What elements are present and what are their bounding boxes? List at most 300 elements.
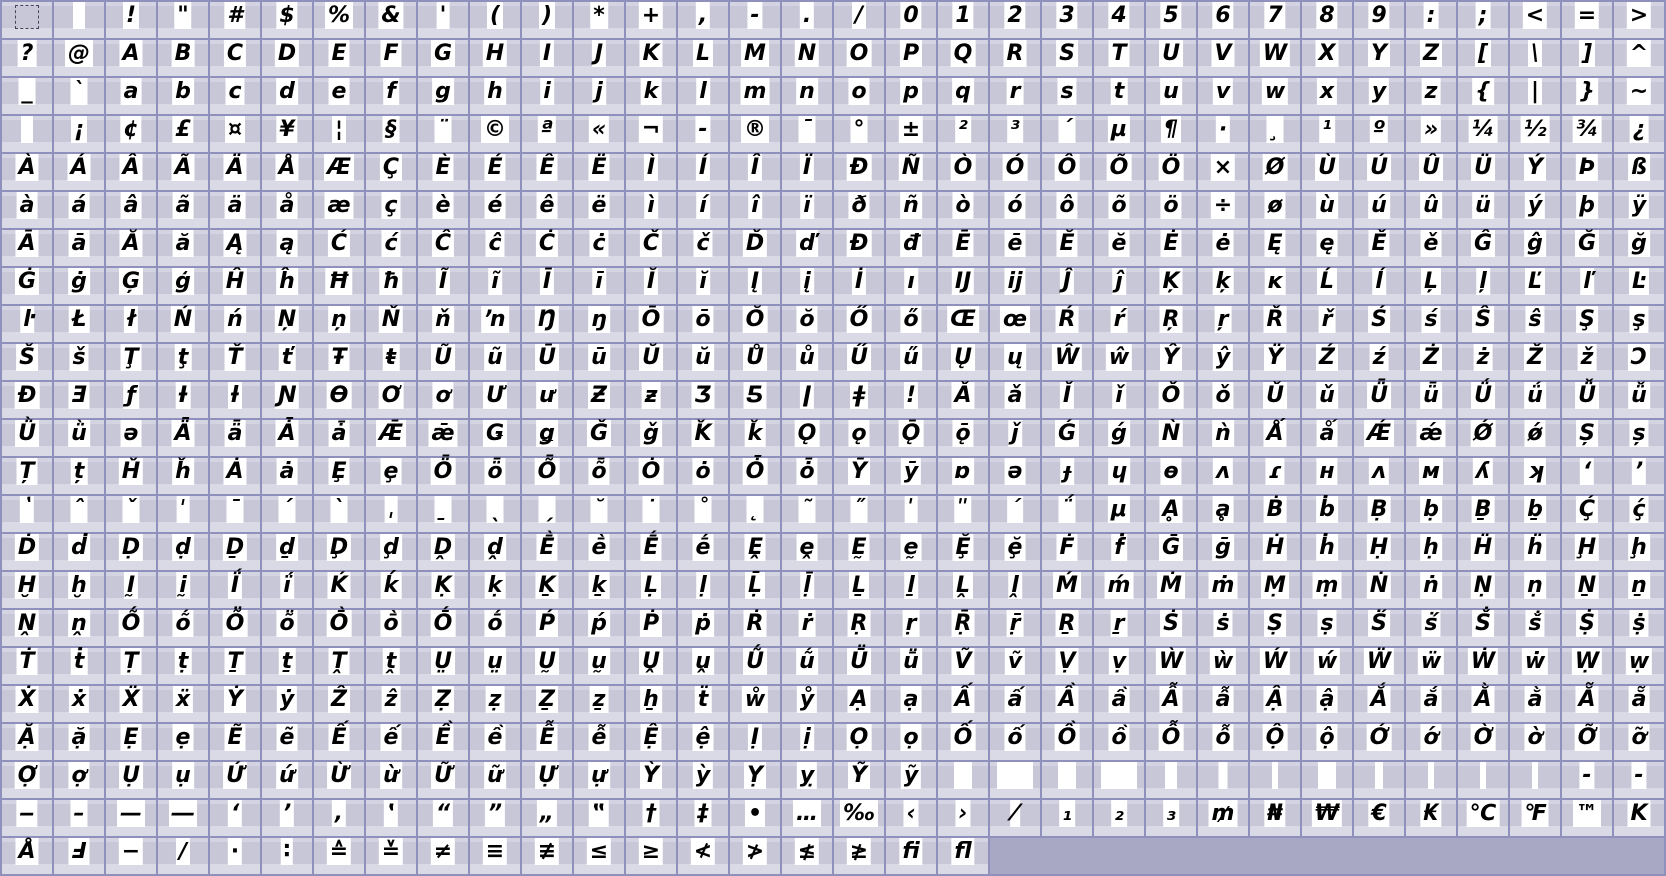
glyph-cell[interactable] [1562, 610, 1612, 646]
glyph-cell[interactable] [1042, 192, 1092, 228]
glyph-cell[interactable] [262, 78, 312, 114]
glyph-cell[interactable] [1458, 648, 1508, 684]
glyph-cell[interactable] [782, 724, 832, 760]
glyph-cell[interactable] [1198, 40, 1248, 76]
glyph-cell[interactable] [1354, 230, 1404, 266]
glyph-cell[interactable] [262, 762, 312, 798]
glyph-cell[interactable] [522, 192, 572, 228]
glyph-cell[interactable] [418, 458, 468, 494]
glyph-cell[interactable] [730, 496, 780, 532]
glyph-cell[interactable] [574, 116, 624, 152]
glyph-cell[interactable] [366, 838, 416, 874]
glyph-cell[interactable] [158, 800, 208, 836]
glyph-cell[interactable] [1302, 458, 1352, 494]
glyph-cell[interactable] [938, 800, 988, 836]
glyph-cell[interactable] [626, 648, 676, 684]
glyph-cell[interactable] [678, 610, 728, 646]
glyph-cell[interactable] [522, 496, 572, 532]
glyph-cell[interactable] [1094, 116, 1144, 152]
glyph-cell[interactable] [1094, 230, 1144, 266]
glyph-cell[interactable] [54, 572, 104, 608]
glyph-cell[interactable] [574, 78, 624, 114]
glyph-cell[interactable] [1562, 192, 1612, 228]
glyph-cell[interactable] [2, 40, 52, 76]
glyph-cell[interactable] [1406, 800, 1456, 836]
glyph-cell[interactable] [314, 78, 364, 114]
glyph-cell[interactable] [834, 762, 884, 798]
glyph-cell[interactable] [366, 686, 416, 722]
glyph-cell[interactable] [938, 724, 988, 760]
glyph-cell[interactable] [262, 116, 312, 152]
glyph-cell[interactable] [730, 192, 780, 228]
glyph-cell[interactable] [418, 534, 468, 570]
glyph-cell[interactable] [1250, 344, 1300, 380]
glyph-cell[interactable] [2, 534, 52, 570]
glyph-cell[interactable] [886, 116, 936, 152]
glyph-cell[interactable] [834, 306, 884, 342]
glyph-cell[interactable] [938, 230, 988, 266]
glyph-cell[interactable] [1302, 382, 1352, 418]
glyph-cell[interactable] [678, 420, 728, 456]
glyph-cell[interactable] [990, 572, 1040, 608]
glyph-cell[interactable] [1562, 116, 1612, 152]
glyph-cell[interactable] [730, 648, 780, 684]
glyph-cell[interactable] [470, 230, 520, 266]
glyph-cell[interactable] [834, 838, 884, 874]
glyph-cell[interactable] [1302, 116, 1352, 152]
glyph-cell[interactable] [782, 420, 832, 456]
glyph-cell[interactable] [314, 154, 364, 190]
glyph-cell[interactable] [1458, 610, 1508, 646]
glyph-cell[interactable] [54, 382, 104, 418]
glyph-cell[interactable] [1458, 78, 1508, 114]
glyph-cell[interactable] [678, 2, 728, 38]
glyph-cell[interactable] [782, 154, 832, 190]
glyph-cell[interactable] [418, 610, 468, 646]
glyph-cell[interactable] [1146, 192, 1196, 228]
glyph-cell[interactable] [1458, 192, 1508, 228]
glyph-cell[interactable] [1354, 116, 1404, 152]
glyph-cell[interactable] [834, 344, 884, 380]
glyph-cell[interactable] [782, 458, 832, 494]
glyph-cell[interactable] [730, 154, 780, 190]
glyph-cell[interactable] [834, 648, 884, 684]
glyph-cell[interactable] [1042, 572, 1092, 608]
glyph-cell[interactable] [886, 496, 936, 532]
glyph-cell[interactable] [1458, 40, 1508, 76]
glyph-cell[interactable] [938, 534, 988, 570]
glyph-cell[interactable] [1458, 344, 1508, 380]
glyph-cell[interactable] [1094, 382, 1144, 418]
glyph-cell[interactable] [1146, 724, 1196, 760]
glyph-cell[interactable] [1302, 2, 1352, 38]
glyph-cell[interactable] [470, 382, 520, 418]
glyph-cell[interactable] [1614, 230, 1664, 266]
glyph-cell[interactable] [574, 306, 624, 342]
glyph-cell[interactable] [418, 686, 468, 722]
glyph-cell[interactable] [314, 2, 364, 38]
glyph-cell[interactable] [1198, 306, 1248, 342]
glyph-cell[interactable] [626, 610, 676, 646]
glyph-cell[interactable] [574, 40, 624, 76]
glyph-cell[interactable] [938, 192, 988, 228]
glyph-cell[interactable] [1042, 420, 1092, 456]
glyph-cell[interactable] [158, 838, 208, 874]
glyph-cell[interactable] [574, 762, 624, 798]
glyph-cell[interactable] [1042, 2, 1092, 38]
glyph-cell[interactable] [574, 154, 624, 190]
glyph-cell[interactable] [158, 116, 208, 152]
glyph-cell[interactable] [938, 306, 988, 342]
glyph-cell[interactable] [1146, 496, 1196, 532]
glyph-cell[interactable] [522, 306, 572, 342]
glyph-cell[interactable] [54, 686, 104, 722]
glyph-cell[interactable] [1458, 420, 1508, 456]
glyph-cell[interactable] [1458, 534, 1508, 570]
glyph-cell[interactable] [1042, 800, 1092, 836]
glyph-cell[interactable] [1510, 458, 1560, 494]
glyph-cell[interactable] [1198, 116, 1248, 152]
glyph-cell[interactable] [990, 610, 1040, 646]
glyph-cell[interactable] [990, 458, 1040, 494]
glyph-cell[interactable] [106, 2, 156, 38]
glyph-cell[interactable] [2, 496, 52, 532]
glyph-cell[interactable] [470, 344, 520, 380]
glyph-cell[interactable] [626, 306, 676, 342]
glyph-cell[interactable] [1250, 154, 1300, 190]
glyph-cell[interactable] [1354, 306, 1404, 342]
glyph-cell[interactable] [1614, 458, 1664, 494]
glyph-cell[interactable] [1094, 572, 1144, 608]
glyph-cell[interactable] [1094, 534, 1144, 570]
glyph-cell[interactable] [210, 230, 260, 266]
glyph-cell[interactable] [834, 458, 884, 494]
glyph-cell[interactable] [158, 648, 208, 684]
glyph-cell[interactable] [1614, 724, 1664, 760]
glyph-cell[interactable] [2, 762, 52, 798]
glyph-cell[interactable] [1198, 420, 1248, 456]
glyph-cell[interactable] [210, 724, 260, 760]
glyph-cell[interactable] [158, 268, 208, 304]
glyph-cell[interactable] [54, 458, 104, 494]
glyph-cell[interactable] [1406, 78, 1456, 114]
glyph-cell[interactable] [54, 800, 104, 836]
glyph-cell[interactable] [938, 648, 988, 684]
glyph-cell[interactable] [522, 648, 572, 684]
glyph-cell[interactable] [210, 268, 260, 304]
glyph-cell[interactable] [574, 192, 624, 228]
glyph-cell[interactable] [1250, 534, 1300, 570]
glyph-cell[interactable] [990, 534, 1040, 570]
glyph-cell[interactable] [1302, 496, 1352, 532]
glyph-cell[interactable] [1562, 306, 1612, 342]
glyph-cell[interactable] [1458, 382, 1508, 418]
glyph-cell[interactable] [418, 154, 468, 190]
glyph-cell[interactable] [1094, 610, 1144, 646]
glyph-cell[interactable] [1146, 306, 1196, 342]
glyph-cell[interactable] [886, 40, 936, 76]
glyph-cell[interactable] [626, 382, 676, 418]
glyph-cell[interactable] [158, 192, 208, 228]
glyph-cell[interactable] [366, 534, 416, 570]
glyph-cell[interactable] [886, 192, 936, 228]
glyph-cell[interactable] [678, 572, 728, 608]
glyph-cell[interactable] [262, 268, 312, 304]
glyph-cell[interactable] [1146, 268, 1196, 304]
glyph-cell[interactable] [678, 686, 728, 722]
glyph-cell[interactable] [106, 458, 156, 494]
glyph-cell[interactable] [678, 648, 728, 684]
glyph-cell[interactable] [1198, 230, 1248, 266]
glyph-cell[interactable] [1458, 306, 1508, 342]
glyph-cell[interactable] [366, 648, 416, 684]
glyph-cell[interactable] [470, 116, 520, 152]
glyph-cell[interactable] [54, 154, 104, 190]
glyph-cell[interactable] [366, 610, 416, 646]
glyph-cell[interactable] [1302, 230, 1352, 266]
glyph-cell[interactable] [990, 686, 1040, 722]
glyph-cell[interactable] [106, 610, 156, 646]
glyph-cell[interactable] [1146, 116, 1196, 152]
glyph-cell[interactable] [678, 762, 728, 798]
glyph-cell[interactable] [990, 116, 1040, 152]
glyph-cell[interactable] [54, 78, 104, 114]
glyph-cell[interactable] [2, 420, 52, 456]
glyph-cell[interactable] [782, 382, 832, 418]
glyph-cell[interactable] [158, 40, 208, 76]
glyph-cell[interactable] [366, 306, 416, 342]
glyph-cell[interactable] [2, 154, 52, 190]
glyph-cell[interactable] [1562, 382, 1612, 418]
glyph-cell[interactable] [1146, 230, 1196, 266]
glyph-cell[interactable] [782, 78, 832, 114]
glyph-cell[interactable] [2, 192, 52, 228]
glyph-cell[interactable] [522, 572, 572, 608]
glyph-cell[interactable] [626, 686, 676, 722]
glyph-cell[interactable] [314, 268, 364, 304]
glyph-cell[interactable] [626, 496, 676, 532]
glyph-cell[interactable] [522, 686, 572, 722]
glyph-cell[interactable] [834, 154, 884, 190]
glyph-cell[interactable] [106, 268, 156, 304]
glyph-cell[interactable] [886, 458, 936, 494]
glyph-cell[interactable] [1250, 686, 1300, 722]
glyph-cell[interactable] [1510, 116, 1560, 152]
glyph-cell[interactable] [574, 838, 624, 874]
glyph-cell[interactable] [470, 458, 520, 494]
glyph-cell[interactable] [1198, 800, 1248, 836]
glyph-cell[interactable] [314, 230, 364, 266]
glyph-cell[interactable] [938, 686, 988, 722]
glyph-cell[interactable] [1198, 382, 1248, 418]
glyph-cell[interactable] [54, 762, 104, 798]
glyph-cell[interactable] [626, 458, 676, 494]
glyph-cell[interactable] [1614, 116, 1664, 152]
glyph-cell[interactable] [990, 800, 1040, 836]
glyph-cell[interactable] [1510, 344, 1560, 380]
glyph-cell[interactable] [938, 154, 988, 190]
glyph-cell[interactable] [990, 724, 1040, 760]
glyph-cell[interactable] [106, 800, 156, 836]
glyph-cell[interactable] [106, 78, 156, 114]
glyph-cell[interactable] [1406, 116, 1456, 152]
glyph-cell[interactable] [366, 344, 416, 380]
glyph-cell[interactable] [106, 344, 156, 380]
notdef-selected-cell[interactable] [2, 2, 52, 38]
glyph-cell[interactable] [1458, 800, 1508, 836]
glyph-cell[interactable] [314, 382, 364, 418]
glyph-cell[interactable] [1250, 382, 1300, 418]
glyph-cell[interactable] [1354, 2, 1404, 38]
glyph-cell[interactable] [1614, 78, 1664, 114]
glyph-cell[interactable] [834, 724, 884, 760]
glyph-cell[interactable] [314, 306, 364, 342]
glyph-cell[interactable] [522, 154, 572, 190]
glyph-cell[interactable] [2, 724, 52, 760]
glyph-cell[interactable] [990, 762, 1040, 798]
glyph-cell[interactable] [1302, 610, 1352, 646]
glyph-cell[interactable] [1614, 496, 1664, 532]
glyph-cell[interactable] [990, 2, 1040, 38]
glyph-cell[interactable] [1250, 306, 1300, 342]
glyph-cell[interactable] [678, 78, 728, 114]
glyph-cell[interactable] [1250, 40, 1300, 76]
glyph-cell[interactable] [626, 192, 676, 228]
glyph-cell[interactable] [470, 2, 520, 38]
glyph-cell[interactable] [626, 116, 676, 152]
glyph-cell[interactable] [54, 344, 104, 380]
glyph-cell[interactable] [314, 458, 364, 494]
glyph-cell[interactable] [158, 2, 208, 38]
glyph-cell[interactable] [1094, 268, 1144, 304]
glyph-cell[interactable] [1614, 800, 1664, 836]
glyph-cell[interactable] [1458, 686, 1508, 722]
glyph-cell[interactable] [990, 192, 1040, 228]
glyph-cell[interactable] [1614, 610, 1664, 646]
glyph-cell[interactable] [262, 610, 312, 646]
glyph-cell[interactable] [938, 116, 988, 152]
glyph-cell[interactable] [1146, 40, 1196, 76]
glyph-cell[interactable] [730, 686, 780, 722]
glyph-cell[interactable] [678, 382, 728, 418]
glyph-cell[interactable] [1250, 420, 1300, 456]
glyph-cell[interactable] [678, 154, 728, 190]
glyph-cell[interactable] [678, 268, 728, 304]
glyph-cell[interactable] [1406, 496, 1456, 532]
glyph-cell[interactable] [470, 838, 520, 874]
glyph-cell[interactable] [626, 534, 676, 570]
glyph-cell[interactable] [314, 838, 364, 874]
glyph-cell[interactable] [210, 838, 260, 874]
glyph-cell[interactable] [834, 192, 884, 228]
glyph-cell[interactable] [938, 2, 988, 38]
glyph-cell[interactable] [1614, 2, 1664, 38]
glyph-cell[interactable] [782, 306, 832, 342]
glyph-cell[interactable] [834, 2, 884, 38]
glyph-cell[interactable] [938, 572, 988, 608]
glyph-cell[interactable] [1094, 648, 1144, 684]
glyph-cell[interactable] [54, 496, 104, 532]
glyph-cell[interactable] [210, 2, 260, 38]
glyph-cell[interactable] [886, 800, 936, 836]
glyph-cell[interactable] [1510, 762, 1560, 798]
glyph-cell[interactable] [106, 420, 156, 456]
glyph-cell[interactable] [418, 192, 468, 228]
glyph-cell[interactable] [730, 534, 780, 570]
glyph-cell[interactable] [574, 800, 624, 836]
glyph-cell[interactable] [1510, 648, 1560, 684]
glyph-cell[interactable] [1562, 572, 1612, 608]
glyph-cell[interactable] [54, 306, 104, 342]
glyph-cell[interactable] [1614, 40, 1664, 76]
glyph-cell[interactable] [834, 534, 884, 570]
glyph-cell[interactable] [210, 306, 260, 342]
glyph-cell[interactable] [1614, 420, 1664, 456]
glyph-cell[interactable] [1406, 344, 1456, 380]
glyph-cell[interactable] [574, 572, 624, 608]
glyph-cell[interactable] [1198, 762, 1248, 798]
glyph-cell[interactable] [626, 572, 676, 608]
glyph-cell[interactable] [886, 686, 936, 722]
glyph-cell[interactable] [730, 40, 780, 76]
glyph-cell[interactable] [366, 382, 416, 418]
glyph-cell[interactable] [158, 78, 208, 114]
glyph-cell[interactable] [782, 40, 832, 76]
glyph-cell[interactable] [782, 838, 832, 874]
glyph-cell[interactable] [1302, 534, 1352, 570]
glyph-cell[interactable] [314, 686, 364, 722]
glyph-cell[interactable] [262, 686, 312, 722]
glyph-cell[interactable] [54, 192, 104, 228]
glyph-cell[interactable] [522, 534, 572, 570]
glyph-cell[interactable] [626, 230, 676, 266]
glyph-cell[interactable] [574, 2, 624, 38]
glyph-cell[interactable] [314, 116, 364, 152]
glyph-cell[interactable] [1614, 686, 1664, 722]
glyph-cell[interactable] [366, 572, 416, 608]
glyph-cell[interactable] [782, 116, 832, 152]
glyph-cell[interactable] [886, 572, 936, 608]
glyph-cell[interactable] [574, 534, 624, 570]
glyph-cell[interactable] [54, 534, 104, 570]
glyph-cell[interactable] [782, 762, 832, 798]
glyph-cell[interactable] [470, 610, 520, 646]
glyph-cell[interactable] [1354, 268, 1404, 304]
glyph-cell[interactable] [1302, 268, 1352, 304]
glyph-cell[interactable] [1354, 458, 1404, 494]
glyph-cell[interactable] [314, 192, 364, 228]
glyph-cell[interactable] [54, 610, 104, 646]
glyph-cell[interactable] [1458, 268, 1508, 304]
glyph-cell[interactable] [262, 724, 312, 760]
glyph-cell[interactable] [1250, 458, 1300, 494]
glyph-cell[interactable] [210, 116, 260, 152]
glyph-cell[interactable] [730, 838, 780, 874]
glyph-cell[interactable] [574, 724, 624, 760]
glyph-cell[interactable] [1146, 2, 1196, 38]
glyph-cell[interactable] [158, 762, 208, 798]
glyph-cell[interactable] [626, 154, 676, 190]
glyph-cell[interactable] [1198, 648, 1248, 684]
glyph-cell[interactable] [678, 40, 728, 76]
glyph-cell[interactable] [1562, 800, 1612, 836]
glyph-cell[interactable] [522, 838, 572, 874]
glyph-cell[interactable] [158, 382, 208, 418]
glyph-cell[interactable] [1042, 762, 1092, 798]
glyph-cell[interactable] [418, 268, 468, 304]
glyph-cell[interactable] [54, 230, 104, 266]
glyph-cell[interactable] [782, 648, 832, 684]
